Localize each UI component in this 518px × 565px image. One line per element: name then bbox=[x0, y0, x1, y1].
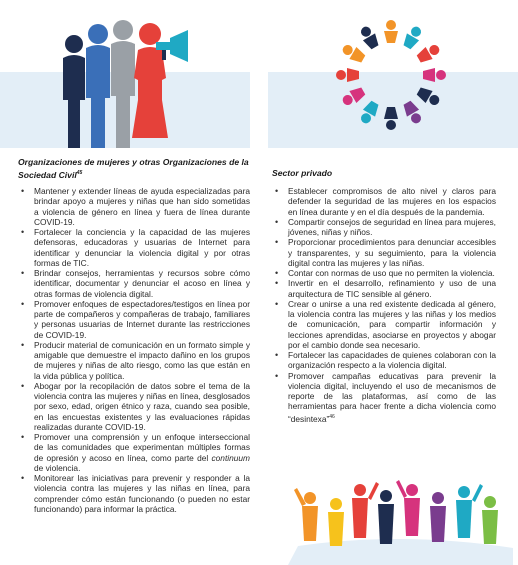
person-figure-12 bbox=[357, 24, 381, 51]
list-item: • Abogar por la recopilación de datos sobre el tema de la violencia contra las mujeres y niñas en línea, desglosados por sexo, edad, origen étnico y raza, cuando sea posible, en las encuestas existentes y las evaluaciones rápidas realizadas durante COVID-19. bbox=[18, 381, 250, 432]
woman-figure-gray bbox=[111, 20, 135, 148]
person-figure-4 bbox=[423, 68, 446, 82]
cheering-people-illustration bbox=[288, 476, 518, 565]
item-text: Promover campañas educativas para prevenir la violencia digital, incluyendo el uso de mecanismos de reporte de las plataformas, así como de las herramientas para hacer frente a dicha violencia como “desintexa” bbox=[288, 370, 496, 424]
private-sector-recommendations-list bbox=[272, 186, 496, 424]
person-figure-11 bbox=[340, 41, 367, 65]
list-item: • Crear o unirse a una red existente dedicada al género, la violencia contra las mujeres y las niñas y los medios de comunicación, para compartir información y lecciones aprendidas, asociarse en proyectos y abogar por el cambio donde sea necesario. bbox=[272, 299, 496, 350]
list-item: • Monitorear las iniciativas para prevenir y responder a la violencia contra las mujeres y las niñas en línea, para comprender cómo están funcionando (o pueden no estar funcionando) para informar la práctica. bbox=[18, 473, 250, 514]
item-text: Promover una comprensión y un enfoque interseccional de las comunidades que experimentan múltiples formas de opresión y acoso en línea, como parte del bbox=[34, 432, 250, 463]
heading-text: Organizaciones de mujeres y otras Organizaciones de la Sociedad Civil bbox=[18, 157, 249, 180]
list-item: • Contar con normas de uso que no permiten la violencia. bbox=[272, 268, 496, 278]
list-item: • Producir material de comunicación en un formato simple y amigable que demuestre el impacto dañino en los grupos de mujeres y niñas de alto riesgo, como las que están en la vida pública y política. bbox=[18, 340, 250, 381]
person-figure-7 bbox=[384, 107, 398, 130]
woman-figure-navy bbox=[63, 35, 85, 148]
person-figure-6 bbox=[401, 99, 425, 126]
organizations-recommendations-list bbox=[18, 186, 250, 514]
person-figure-purple bbox=[430, 492, 446, 542]
woman-figure-blue bbox=[86, 24, 110, 148]
person-figure-yellow bbox=[328, 498, 344, 546]
list-item bbox=[272, 371, 496, 424]
person-figure-9 bbox=[340, 85, 367, 109]
person-figure-teal bbox=[456, 484, 483, 538]
person-figure-red bbox=[352, 482, 379, 538]
person-figure-navy bbox=[378, 490, 394, 544]
footnote-ref: 45 bbox=[76, 170, 83, 176]
person-figure-orange bbox=[294, 488, 318, 541]
circle-of-people-illustration bbox=[316, 12, 466, 138]
footnote-ref: 46 bbox=[329, 413, 335, 420]
woman-figure-red bbox=[132, 23, 168, 138]
list-item: • Invertir en el desarrollo, refinamiento y uso de una arquitectura de TIC sensible al género. bbox=[272, 278, 496, 299]
person-figure-2 bbox=[401, 24, 425, 51]
section-heading-organizations bbox=[18, 157, 250, 181]
list-item: • Proporcionar procedimientos para denunciar accesibles y transparentes, y su seguimiento, para la violencia digital contra las mujeres y las niñas. bbox=[272, 237, 496, 268]
list-item bbox=[18, 432, 250, 473]
women-group-megaphone-illustration bbox=[58, 8, 198, 148]
list-item: • Promover enfoques de espectadores/testigos en línea por parte de compañeros y compañeras de trabajo, familiares y personas usuarias de Internet durante las restricciones de COVID-19. bbox=[18, 299, 250, 340]
person-figure-5 bbox=[415, 85, 442, 109]
list-item: • Brindar consejos, herramientas y recursos sobre cómo identificar, documentar y denunciar el acoso en línea y otras formas de violencia digital. bbox=[18, 268, 250, 299]
item-emphasis: continuum bbox=[211, 452, 250, 463]
person-figure-10 bbox=[336, 68, 359, 82]
person-figure-magenta bbox=[396, 480, 420, 536]
person-figure-8 bbox=[357, 99, 381, 126]
list-item: • Establecer compromisos de alto nivel y claros para defender la seguridad de las mujeres en los espacios en línea durante y en el día después de la pandemia. bbox=[272, 186, 496, 217]
person-figure-3 bbox=[415, 41, 442, 65]
person-figure-1 bbox=[384, 20, 398, 43]
list-item: • Fortalecer las capacidades de quienes colaboran con la organización respecto a la violencia digital. bbox=[272, 350, 496, 371]
section-heading-private-sector: Sector privado bbox=[272, 168, 333, 178]
list-item: • Compartir consejos de seguridad en línea para mujeres, jóvenes, niñas y niños. bbox=[272, 217, 496, 238]
item-text: de violencia. bbox=[34, 462, 81, 473]
list-item: • Mantener y extender líneas de ayuda especializadas para brindar apoyo a mujeres y niñas que han sido sometidas a violencia de género en línea y fuera de línea durante COVID-19. bbox=[18, 186, 250, 227]
list-item: • Fortalecer la conciencia y la capacidad de las mujeres defensoras, educadoras y usuarias de Internet para identificar y denunciar la violencia digital y por otras formas de TIC. bbox=[18, 227, 250, 268]
person-figure-green bbox=[482, 496, 498, 544]
